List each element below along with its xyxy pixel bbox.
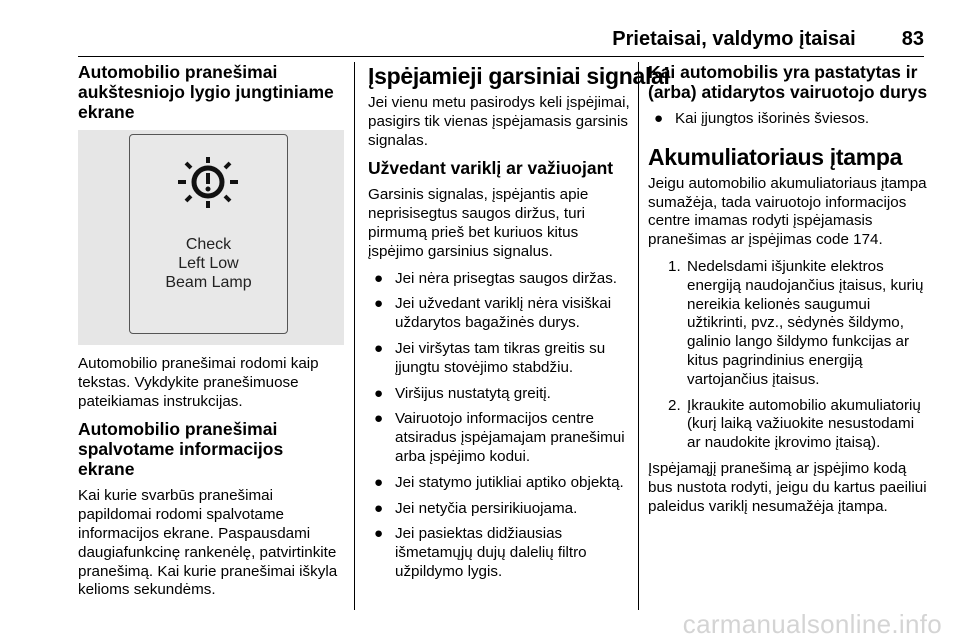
list-item: ● Jei statymo jutikliai aptiko objektą. <box>374 473 624 491</box>
message-line: Left Low <box>178 255 239 272</box>
column-middle <box>368 62 670 589</box>
bullet-icon: ● <box>374 295 384 313</box>
paragraph: Garsinis signalas, įspėjantis apie neprisisegtus saugos diržus, turi pirmumą prieš bet kuriuos kitus įspėjimo garsinius signalus. <box>368 186 589 260</box>
check-lamp-message <box>130 235 287 292</box>
paragraph: Kai kurie svarbūs pranešimai papildomai rodomi spalvotame informacijos ekrane. Paspausdami daugiafunkcinę rankenėlę, patvirtinkite pranešimą. Kai kurie pranešimai iškyla kelioms sekundėms. <box>78 487 338 599</box>
subsection-heading-parked: Kai automobilis yra pastatytas ir (arba) atidarytos vairuotojo durys <box>648 62 928 102</box>
list-item: 2. Įkraukite automobilio akumuliatorių (kurį laiką važiuokite nesustodami ar naudokite įkrovimo įtaisą). <box>668 396 921 452</box>
message-line: Check <box>185 236 232 253</box>
column-divider-2 <box>638 62 639 610</box>
subsection-heading-driving: Užvedant variklį ar važiuojant <box>368 158 614 179</box>
header-title: Prietaisai, valdymo įtaisai <box>612 28 856 50</box>
section-heading-battery-voltage: Akumuliatoriaus įtampa <box>648 143 903 170</box>
paragraph: Automobilio pranešimai rodomi kaip tekstas. Vykdykite pranešimuose pateikiamas instrukcijas. <box>78 355 319 410</box>
paragraph: Įspėjamąjį pranešimą ar įspėjimo kodą bus nustota rodyti, jeigu du kartus paeiliui paleidus variklį nesumažėja įtampa. <box>648 459 927 515</box>
page-number: 83 <box>901 28 924 50</box>
running-header <box>612 28 924 51</box>
header-rule <box>78 56 924 57</box>
column-left <box>78 62 344 608</box>
list-item: ● Jei nėra prisegtas saugos diržas. <box>374 269 618 287</box>
paragraph: Jei vienu metu pasirodys keli įspėjimai, pasigirs tik vienas įspėjamasis garsinis signalas. <box>368 94 630 149</box>
section-heading-advanced-display: Automobilio pranešimai aukštesniojo lygio jungtiniame ekrane <box>78 62 334 122</box>
bullet-icon: ● <box>374 384 384 402</box>
column-divider-1 <box>354 62 355 610</box>
bullet-icon: ● <box>374 473 384 491</box>
bullet-icon: ● <box>374 499 384 517</box>
display-panel <box>129 134 288 334</box>
list-item: 1. Nedelsdami išjunkite elektros energiją naudojančius įtaisus, kurių nereikia kelionės saugumui užtikrinti, pvz., sėdynės šildymo, galinio lango šildymo funkcijas ar kitus pagrindinius energiją vartojančius įtaisus. <box>668 257 924 388</box>
bullet-icon: ● <box>374 269 384 287</box>
message-line: Beam Lamp <box>165 274 252 291</box>
list-item: ● Jei pasiektas didžiausias išmetamųjų dujų dalelių filtro užpildymo lygis. <box>374 525 587 580</box>
paragraph: Jeigu automobilio akumuliatoriaus įtampa sumažėja, tada vairuotojo informacijos centre imamas rodyti įspėjamasis pranešimas ar įspėjimas code 174. <box>648 174 927 249</box>
list-item: ● Kai įjungtos išorinės šviesos. <box>654 110 870 127</box>
list-item: ● Vairuotojo informacijos centre atsiradus įspėjamajam pranešimui arba įspėjimo kodui. <box>374 410 625 465</box>
step-number: 2. <box>668 396 681 414</box>
display-figure <box>78 130 344 345</box>
list-item: ● Jei užvedant variklį nėra visiškai uždarytos bagažinės durys. <box>374 295 612 332</box>
bullet-icon: ● <box>654 110 664 127</box>
bullet-icon: ● <box>374 525 384 543</box>
exterior-lamp-warning-icon <box>172 155 244 215</box>
bullet-icon: ● <box>374 410 384 428</box>
battery-steps-list <box>648 258 928 453</box>
list-item: ● Jei netyčia persirikiuojama. <box>374 499 578 517</box>
parked-conditions-list <box>648 110 928 129</box>
section-heading-warning-chimes: Įspėjamieji garsiniai signalai <box>368 63 670 89</box>
chime-conditions-list <box>368 270 632 582</box>
step-number: 1. <box>668 257 681 275</box>
column-right <box>648 62 928 524</box>
bullet-icon: ● <box>374 339 384 357</box>
list-item: ● Viršijus nustatytą greitį. <box>374 384 551 402</box>
watermark: carmanualsonline.info <box>682 609 942 639</box>
list-item: ● Jei viršytas tam tikras greitis su įjungtu stovėjimo stabdžiu. <box>374 339 606 376</box>
section-heading-color-display: Automobilio pranešimai spalvotame informacijos ekrane <box>78 419 284 480</box>
